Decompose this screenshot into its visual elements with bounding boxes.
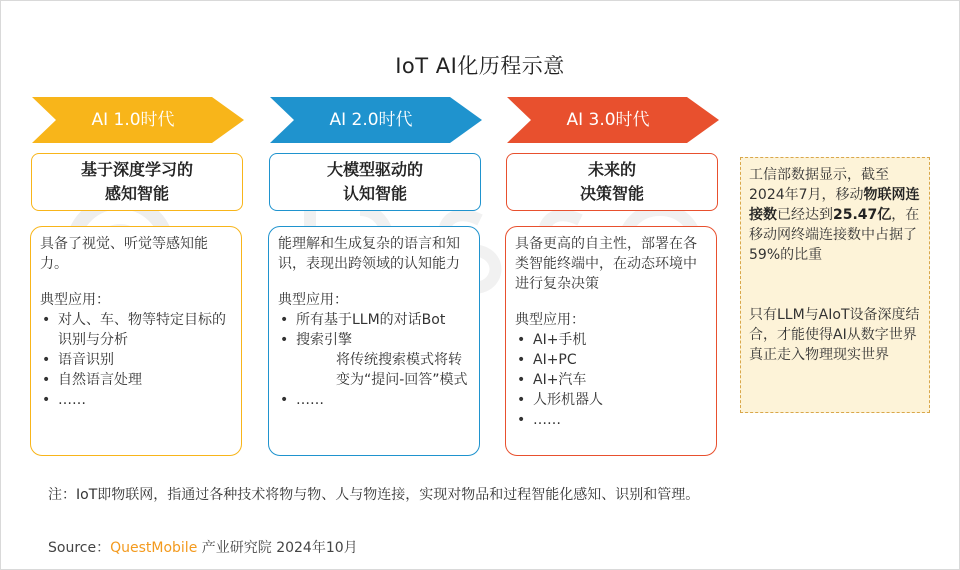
list-item: • AI+PC	[515, 350, 707, 370]
page-title: IoT AI化历程示意	[395, 54, 565, 78]
stage-label: AI 2.0时代	[329, 110, 413, 130]
stage-arrow-1	[32, 97, 244, 143]
list-item: • 语音识别	[40, 350, 232, 370]
source-suffix: 产业研究院 2024年10月	[197, 540, 358, 556]
side-note	[740, 157, 930, 413]
stage-heading-box-2	[269, 153, 481, 211]
apps-title: 典型应用：	[40, 292, 110, 308]
stage-body-box-2	[268, 226, 480, 456]
stage-description: 具备更高的自主性，部署在各类智能终端中，在动态环境中进行复杂决策	[515, 236, 697, 292]
note-text: 工信部数据显示，截至2024年7月，移动	[749, 167, 889, 203]
list-item: • ……	[40, 390, 232, 410]
stage-heading-line1: 大模型驱动的	[326, 160, 423, 179]
stage-label: AI 1.0时代	[91, 110, 175, 130]
note-highlight: 25.47亿	[833, 207, 892, 223]
apps-title: 典型应用：	[278, 292, 348, 308]
list-item: • ……	[515, 410, 707, 430]
list-item: • 搜索引擎	[278, 330, 470, 350]
stage-heading-line2: 决策智能	[579, 184, 644, 203]
stage-heading-line1: 基于深度学习的	[80, 160, 193, 179]
stage-heading-box-1	[31, 153, 243, 211]
stage-arrow-2	[270, 97, 482, 143]
stage-description: 具备了视觉、听觉等感知能力。	[40, 236, 208, 272]
stage-arrow-3	[507, 97, 719, 143]
stage-label: AI 3.0时代	[566, 110, 650, 130]
stage-heading-line2: 感知智能	[104, 184, 169, 203]
list-subitem: 将传统搜索模式将转变为“提问-回答”模式	[336, 352, 468, 388]
list-item: • ……	[278, 390, 470, 410]
stage-heading-box-3	[506, 153, 718, 211]
list-item: • 人形机器人	[515, 390, 707, 410]
note-text: ，在移动网终端连接数中占据了59%的比重	[749, 207, 920, 263]
note-highlight: 物联网连接数	[749, 187, 920, 223]
list-item: • 所有基于LLM的对话Bot	[278, 310, 470, 330]
source-prefix: Source：	[48, 540, 111, 556]
list-item: • 自然语言处理	[40, 370, 232, 390]
apps-title: 典型应用：	[515, 312, 585, 328]
apps-list	[40, 310, 232, 410]
list-item: • AI+汽车	[515, 370, 707, 390]
stage-heading-line1: 未来的	[587, 160, 636, 179]
note-text: 已经达到	[777, 207, 833, 223]
stage-body-box-1	[30, 226, 242, 456]
source-brand: QuestMobile	[110, 540, 198, 556]
source-line	[48, 537, 358, 557]
stage-description: 能理解和生成复杂的语言和知识，表现出跨领域的认知能力	[278, 236, 460, 272]
stage-body-box-3	[505, 226, 717, 456]
footnote: 注：IoT即物联网，指通过各种技术将物与物、人与物连接，实现对物品和过程智能化感知、识别和管理。	[48, 487, 700, 503]
list-item: • AI+手机	[515, 330, 707, 350]
apps-list	[278, 310, 470, 410]
apps-list	[515, 330, 707, 430]
note-conclusion: 只有LLM与AIoT设备深度结合，才能使得AI从数字世界真正走入物理现实世界	[749, 307, 920, 363]
stage-heading-line2: 认知智能	[342, 184, 407, 203]
list-item: • 对人、车、物等特定目标的识别与分析	[40, 310, 232, 350]
